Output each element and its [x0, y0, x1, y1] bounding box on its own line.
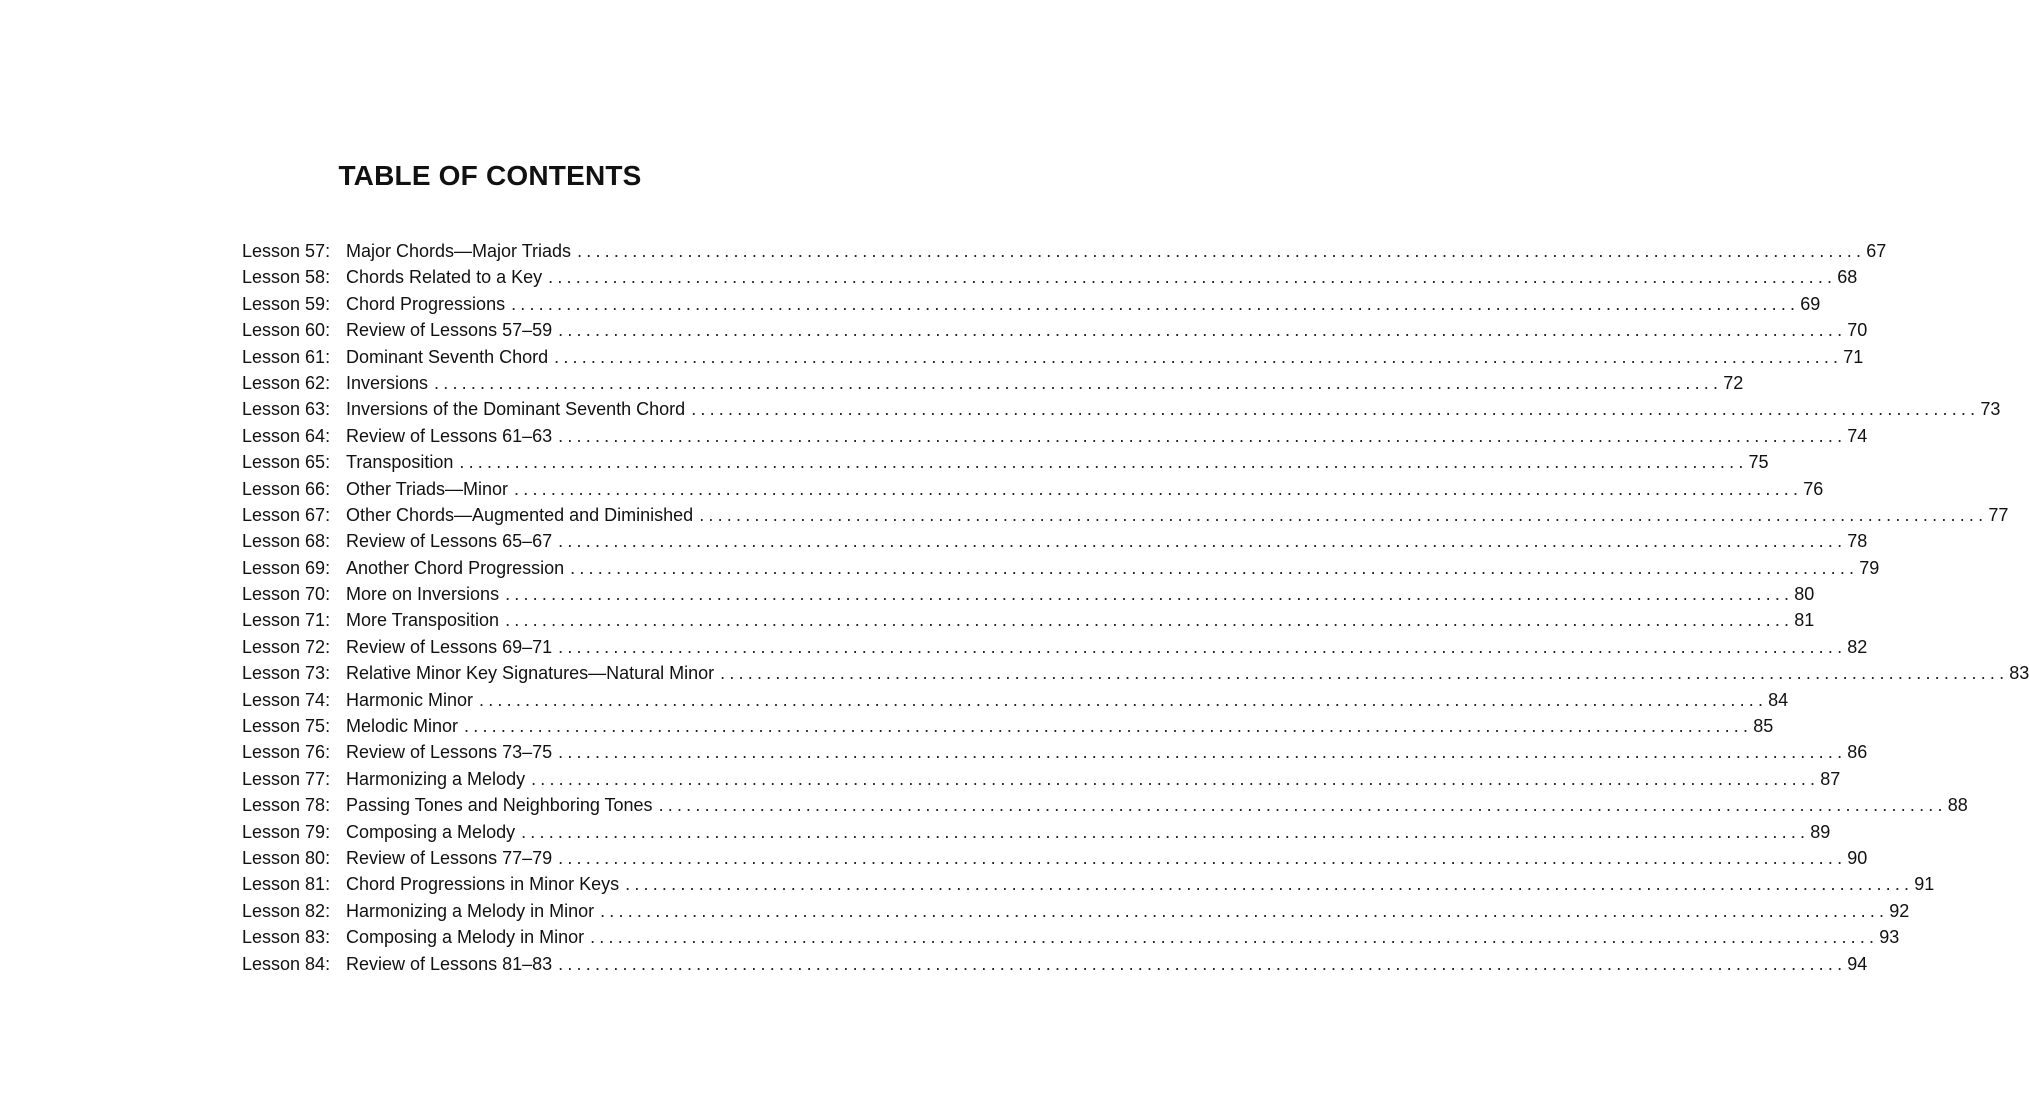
dot-leader: ............................................................................................................................................ [558, 531, 1847, 552]
dot-leader: ............................................................................................................................................ [554, 346, 1843, 367]
dot-leader: ............................................................................................................................................ [558, 636, 1847, 657]
dot-leader: ............................................................................................................................................ [558, 847, 1847, 868]
toc-entry [242, 476, 1824, 502]
lesson-title: More on Inversions [346, 584, 500, 605]
toc-entry [242, 766, 1841, 792]
page-number: 87 [1820, 768, 1841, 789]
toc-entry [242, 634, 1868, 660]
toc-entry [242, 528, 1868, 554]
lesson-label: Lesson 66: [242, 478, 331, 499]
page-number: 90 [1847, 847, 1868, 868]
lesson-label: Lesson 80: [242, 847, 331, 868]
dot-leader: ............................................................................................................................................ [691, 399, 1980, 420]
page-number: 77 [1988, 504, 2009, 525]
page-number: 83 [2009, 663, 2029, 684]
lesson-title: Harmonizing a Melody in Minor [346, 900, 595, 921]
lesson-title: Review of Lessons 69–71 [346, 636, 553, 657]
dot-leader: ............................................................................................................................................ [558, 320, 1847, 341]
lesson-label: Lesson 68: [242, 531, 331, 552]
lesson-title: Composing a Melody [346, 821, 516, 842]
page-number: 86 [1847, 742, 1868, 763]
page-number: 82 [1847, 636, 1868, 657]
page-number: 70 [1847, 320, 1868, 341]
page-number: 72 [1723, 372, 1744, 393]
lesson-title: Relative Minor Key Signatures—Natural Minor [346, 663, 715, 684]
toc-entry [242, 792, 1968, 818]
dot-leader: ............................................................................................................................................ [511, 293, 1800, 314]
lesson-title: Another Chord Progression [346, 557, 565, 578]
page-number: 68 [1837, 267, 1858, 288]
lesson-label: Lesson 82: [242, 900, 331, 921]
page-number: 73 [1980, 399, 2001, 420]
lesson-label: Lesson 61: [242, 346, 331, 367]
lesson-title: Harmonic Minor [346, 689, 474, 710]
page-number: 88 [1947, 795, 1968, 816]
page-number: 93 [1879, 927, 1900, 948]
toc-entry [242, 344, 1864, 370]
lesson-title: Chords Related to a Key [346, 267, 543, 288]
dot-leader: ............................................................................................................................................ [464, 716, 1753, 737]
lesson-label: Lesson 70: [242, 584, 331, 605]
dot-leader: ............................................................................................................................................ [720, 663, 2009, 684]
dot-leader: ............................................................................................................................................ [699, 504, 1988, 525]
lesson-title: Inversions [346, 372, 429, 393]
lesson-label: Lesson 78: [242, 795, 331, 816]
dot-leader: ............................................................................................................................................ [479, 689, 1768, 710]
lesson-title: Other Triads—Minor [346, 478, 509, 499]
lesson-label: Lesson 67: [242, 504, 331, 525]
page-number: 84 [1768, 689, 1789, 710]
lesson-title: Melodic Minor [346, 716, 459, 737]
page-number: 74 [1847, 425, 1868, 446]
lesson-title: Review of Lessons 77–79 [346, 847, 553, 868]
page-number: 94 [1847, 953, 1868, 974]
page-number: 76 [1803, 478, 1824, 499]
lesson-title: Review of Lessons 81–83 [346, 953, 553, 974]
dot-leader: ............................................................................................................................................ [531, 768, 1820, 789]
lesson-title: Review of Lessons 61–63 [346, 425, 553, 446]
dot-leader: ............................................................................................................................................ [434, 372, 1723, 393]
toc-entry [242, 871, 1935, 897]
dot-leader: ............................................................................................................................................ [505, 610, 1794, 631]
lesson-label: Lesson 62: [242, 372, 331, 393]
page-number: 75 [1748, 452, 1769, 473]
dot-leader: ............................................................................................................................................ [505, 584, 1794, 605]
lesson-title: Composing a Melody in Minor [346, 927, 585, 948]
dot-leader: ............................................................................................................................................ [570, 557, 1859, 578]
toc-entry [242, 370, 1744, 396]
lesson-label: Lesson 69: [242, 557, 331, 578]
lesson-label: Lesson 58: [242, 267, 331, 288]
lesson-label: Lesson 65: [242, 452, 331, 473]
toc-entry [242, 687, 1789, 713]
dot-leader: ............................................................................................................................................ [558, 742, 1847, 763]
lesson-title: Major Chords—Major Triads [346, 241, 572, 261]
toc-entry [242, 449, 1769, 475]
toc-entry [242, 555, 1880, 581]
lesson-title: Dominant Seventh Chord [346, 346, 549, 367]
toc-entry [242, 317, 1868, 343]
lesson-label: Lesson 59: [242, 293, 331, 314]
page-number: 67 [1866, 241, 1887, 261]
lesson-title: Review of Lessons 65–67 [346, 531, 553, 552]
toc-entry [242, 951, 1868, 977]
lesson-label: Lesson 57: [242, 241, 331, 261]
dot-leader: ............................................................................................................................................ [558, 953, 1847, 974]
page-title: TABLE OF CONTENTS [338, 160, 642, 191]
toc-entry [242, 581, 1815, 607]
lesson-label: Lesson 60: [242, 320, 331, 341]
lesson-label: Lesson 81: [242, 874, 331, 895]
page-number: 80 [1794, 584, 1815, 605]
page-number: 78 [1847, 531, 1868, 552]
lesson-title: Review of Lessons 57–59 [346, 320, 553, 341]
dot-leader: ............................................................................................................................................ [600, 900, 1889, 921]
toc-entry [242, 845, 1868, 871]
toc-entry [242, 739, 1868, 765]
lesson-label: Lesson 79: [242, 821, 331, 842]
page-number: 92 [1889, 900, 1910, 921]
page-number: 85 [1753, 716, 1774, 737]
toc-list [242, 238, 2029, 977]
lesson-title: Harmonizing a Melody [346, 768, 526, 789]
lesson-title: Transposition [346, 452, 454, 473]
toc-entry [242, 423, 1868, 449]
toc-entry [242, 238, 1887, 264]
lesson-title: Chord Progressions in Minor Keys [346, 874, 620, 895]
toc-entry [242, 396, 2001, 422]
toc-entry [242, 502, 2009, 528]
lesson-label: Lesson 77: [242, 768, 331, 789]
dot-leader: ............................................................................................................................................ [590, 927, 1879, 948]
toc-entry [242, 291, 1821, 317]
lesson-label: Lesson 76: [242, 742, 331, 763]
dot-leader: ............................................................................................................................................ [548, 267, 1837, 288]
lesson-label: Lesson 64: [242, 425, 331, 446]
dot-leader: ............................................................................................................................................ [577, 241, 1866, 261]
lesson-label: Lesson 63: [242, 399, 331, 420]
dot-leader: ............................................................................................................................................ [459, 452, 1748, 473]
toc-entry [242, 924, 1900, 950]
lesson-title: Chord Progressions [346, 293, 506, 314]
page-number: 91 [1914, 874, 1935, 895]
lesson-label: Lesson 83: [242, 927, 331, 948]
lesson-label: Lesson 71: [242, 610, 331, 631]
lesson-label: Lesson 74: [242, 689, 331, 710]
lesson-title: Inversions of the Dominant Seventh Chord [346, 399, 686, 420]
toc-entry [242, 660, 2029, 686]
dot-leader: ............................................................................................................................................ [625, 874, 1914, 895]
lesson-title: Passing Tones and Neighboring Tones [346, 795, 653, 816]
page-number: 69 [1800, 293, 1821, 314]
page-number: 71 [1843, 346, 1864, 367]
lesson-title: Review of Lessons 73–75 [346, 742, 553, 763]
toc-entry [242, 264, 1858, 290]
toc-entry [242, 713, 1774, 739]
lesson-label: Lesson 73: [242, 663, 331, 684]
toc-entry [242, 819, 1831, 845]
toc-entry [242, 898, 1910, 924]
dot-leader: ............................................................................................................................................ [558, 425, 1847, 446]
lesson-label: Lesson 84: [242, 953, 331, 974]
lesson-label: Lesson 72: [242, 636, 331, 657]
lesson-label: Lesson 75: [242, 716, 331, 737]
page-number: 79 [1859, 557, 1880, 578]
lesson-title: More Transposition [346, 610, 500, 631]
lesson-title: Other Chords—Augmented and Diminished [346, 504, 694, 525]
dot-leader: ............................................................................................................................................ [521, 821, 1810, 842]
dot-leader: ............................................................................................................................................ [514, 478, 1803, 499]
toc-entry [242, 607, 1815, 633]
dot-leader: ............................................................................................................................................ [658, 795, 1947, 816]
page-number: 89 [1810, 821, 1831, 842]
page-number: 81 [1794, 610, 1815, 631]
